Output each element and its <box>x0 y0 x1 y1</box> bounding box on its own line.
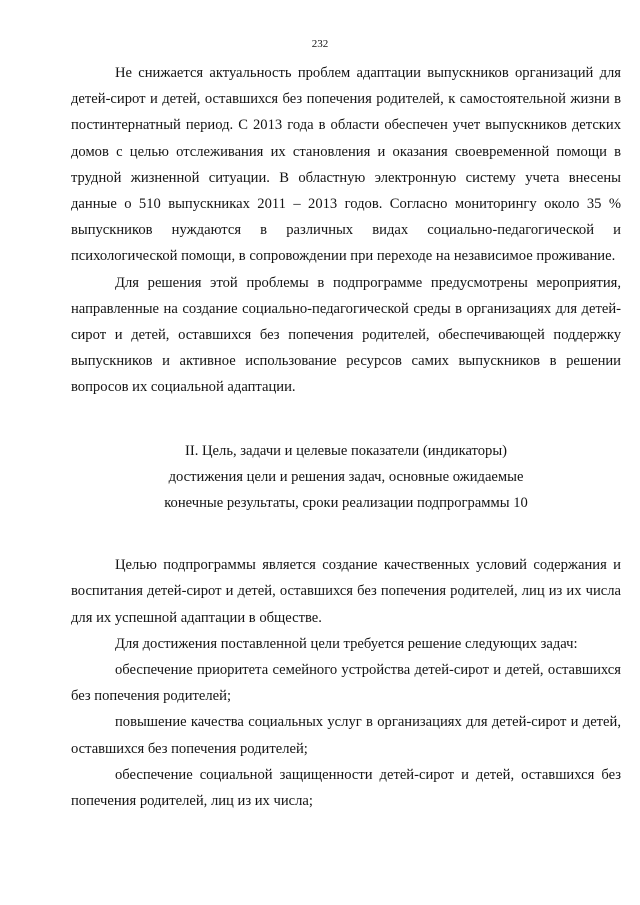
list-item-task: обеспечение приоритета семейного устройства детей-сирот и детей, оставшихся без попечения родителей; <box>71 662 621 705</box>
list-item-task: повышение качества социальных услуг в организациях для детей-сирот и детей, оставшихся без попечения родителей; <box>71 714 621 757</box>
paragraph: Для решения этой проблемы в подпрограмме предусмотрены мероприятия, направленные на создание социально-педагогической среды в организациях для детей-сирот и детей, оставшихся без попечения родителей, обеспечивающей поддержку выпускников и активное использование ресурсов самих выпускников в решении вопросов их социальной адаптации. <box>71 274 621 396</box>
section-heading-line: конечные результаты, сроки реализации подпрограммы 10 <box>164 495 528 512</box>
section-heading <box>71 438 621 517</box>
paragraph: Целью подпрограммы является создание качественных условий содержания и воспитания детей-сирот и детей, оставшихся без попечения родителей, лиц из их числа для их успешной адаптации в обществе. <box>71 557 621 626</box>
paragraph: Для достижения поставленной цели требуется решение следующих задач: <box>115 635 578 652</box>
list-item-task: обеспечение социальной защищенности детей-сирот и детей, оставшихся без попечения родителей, лиц из их числа; <box>71 766 621 810</box>
paragraph: Не снижается актуальность проблем адаптации выпускников организаций для детей-сирот и детей, оставшихся без попечения родителей, к самостоятельной жизни в постинтернатный период. С 2013 года в области обеспечен учет выпускников детских домов с целью отслеживания их становления и оказания своевременной помощи в трудной жизненной ситуации. В областную электронную систему учета внесены данные о 510 выпускниках 2011 – 2013 годов. Согласно мониторингу около 35 % выпускников нуждаются в различных видах социально-педагогической и психологической помощи, в сопровождении при переходе на независимое проживание. <box>71 65 621 265</box>
section-heading-line: достижения цели и решения задач, основные ожидаемые <box>168 468 524 485</box>
section-heading-line: II. Цель, задачи и целевые показатели (индикаторы) <box>185 442 507 459</box>
page-number: 232 <box>311 38 329 50</box>
document-body <box>71 60 621 814</box>
